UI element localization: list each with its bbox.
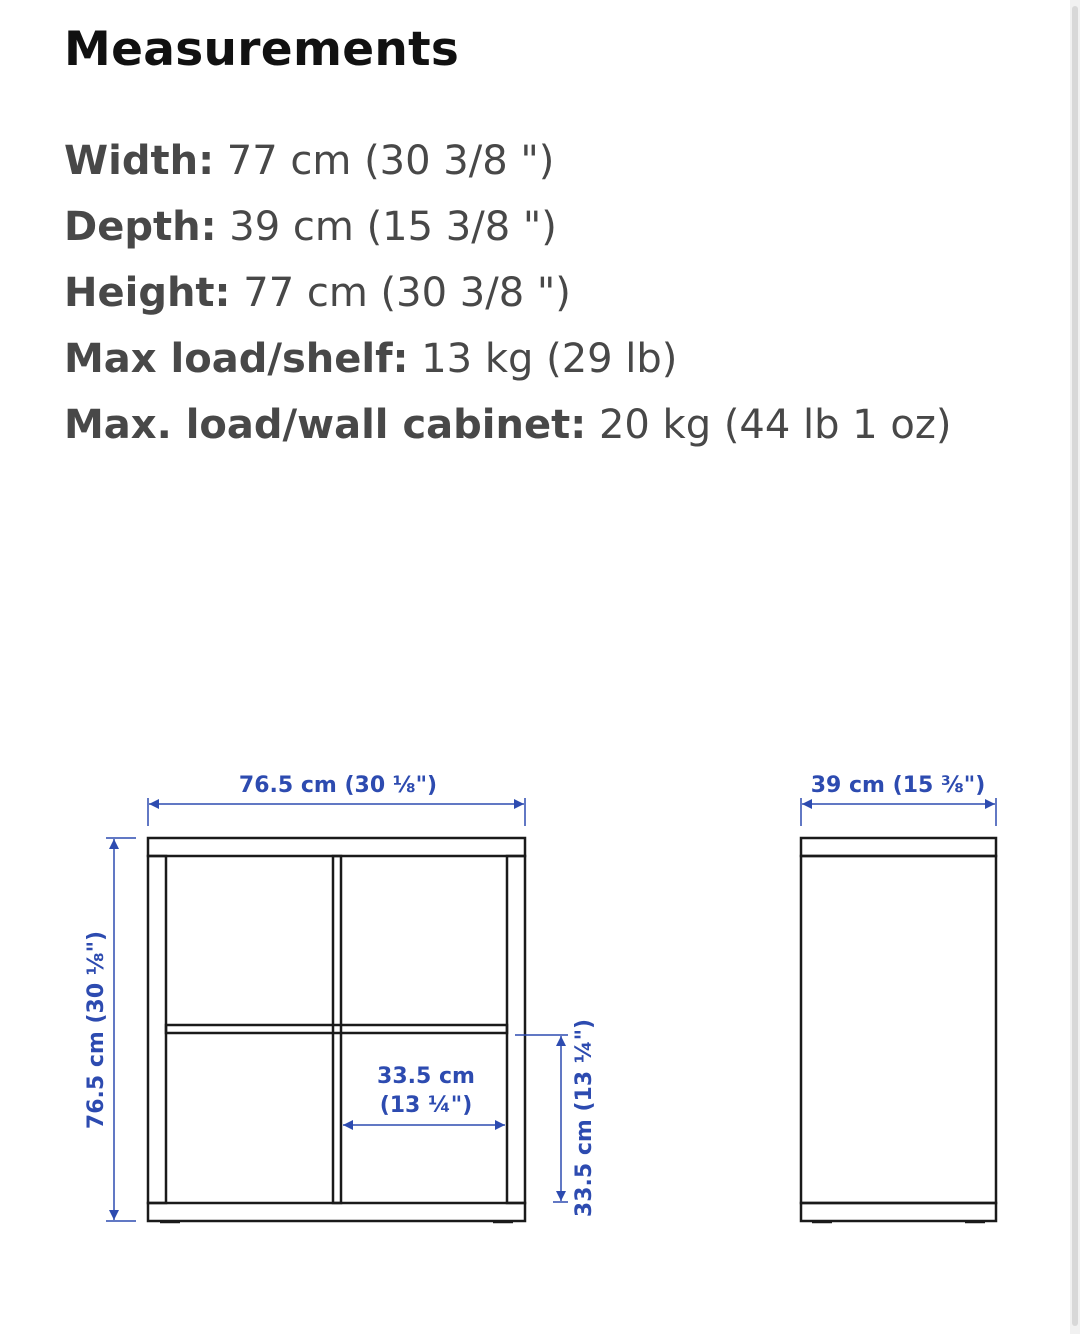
compartment-width-label-line1: 33.5 cm (377, 1064, 475, 1089)
front-height-label: 76.5 cm (30 ⅛") (84, 930, 109, 1130)
front-left-side (148, 856, 166, 1203)
side-body (801, 856, 996, 1203)
front-bottom-panel (148, 1203, 525, 1221)
spec-label: Max. load/wall cabinet: (64, 402, 587, 448)
scrollbar-thumb[interactable] (1072, 6, 1078, 1326)
spec-value: 77 cm (30 3/8 ") (226, 138, 555, 184)
dimension-lines (106, 798, 996, 1221)
spec-label: Max load/shelf: (64, 336, 409, 382)
spec-label: Height: (64, 270, 231, 316)
page-title: Measurements (64, 22, 460, 77)
front-middle-divider (333, 856, 341, 1203)
spec-label: Depth: (64, 204, 217, 250)
side-top-panel (801, 838, 996, 856)
side-bottom-panel (801, 1203, 996, 1221)
front-width-label: 76.5 cm (30 ⅛") (238, 773, 438, 798)
compartment-height-label: 33.5 cm (13 ¼") (572, 1018, 597, 1218)
compartment-width-label-line2: (13 ¼") (379, 1093, 473, 1118)
spec-value: 20 kg (44 lb 1 oz) (598, 402, 952, 448)
spec-value: 13 kg (29 lb) (421, 336, 678, 382)
front-top-panel (148, 838, 525, 856)
vertical-scrollbar[interactable] (1070, 0, 1080, 1334)
spec-value: 39 cm (15 3/8 ") (229, 204, 557, 250)
spec-label: Width: (64, 138, 215, 184)
front-middle-shelf (166, 1025, 507, 1033)
spec-value: 77 cm (30 3/8 ") (243, 270, 571, 316)
side-view (801, 838, 996, 1222)
front-right-side (507, 856, 525, 1203)
front-view (148, 838, 525, 1222)
side-depth-label: 39 cm (15 ⅜") (810, 773, 986, 798)
